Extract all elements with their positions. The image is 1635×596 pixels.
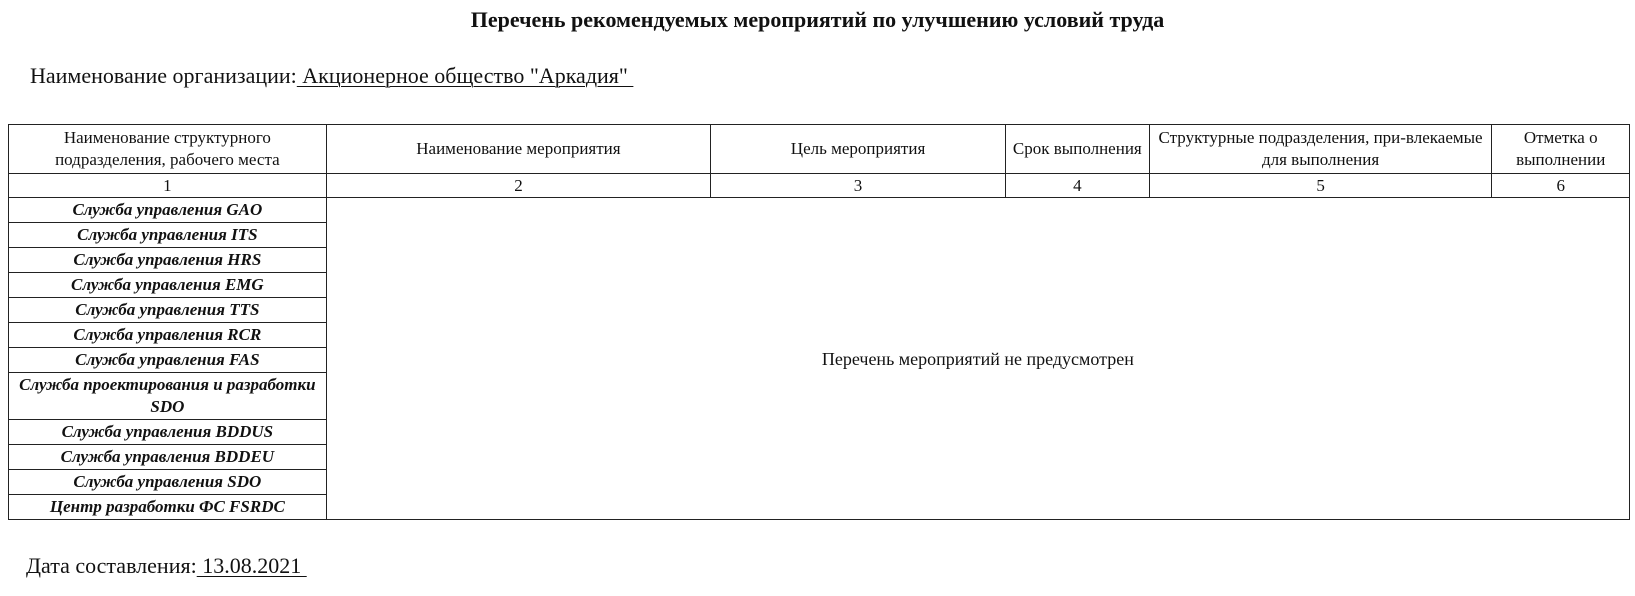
header-measure-name: Наименование мероприятия xyxy=(326,125,710,174)
unit-name: Служба управления ITS xyxy=(9,223,327,248)
column-number-row xyxy=(9,174,1630,198)
column-number: 3 xyxy=(711,174,1006,198)
unit-name: Служба управления EMG xyxy=(9,273,327,298)
unit-name: Служба управления RCR xyxy=(9,323,327,348)
unit-name: Служба управления BDDUS xyxy=(9,420,327,445)
organization-label: Наименование организации: xyxy=(30,63,297,88)
header-unit-name: Наименование структурного подразделения, рабочего места xyxy=(9,125,327,174)
unit-name: Служба управления FAS xyxy=(9,348,327,373)
column-number: 1 xyxy=(9,174,327,198)
unit-name: Служба управления BDDEU xyxy=(9,445,327,470)
unit-name: Служба управления TTS xyxy=(9,298,327,323)
no-measures-note: Перечень мероприятий не предусмотрен xyxy=(326,198,1629,520)
header-involved-units: Структурные подразделения, при-влекаемые для выполнения xyxy=(1149,125,1492,174)
table-row xyxy=(9,198,1630,223)
column-number: 6 xyxy=(1492,174,1630,198)
organization-name: Акционерное общество "Аркадия" xyxy=(296,63,634,88)
column-number: 2 xyxy=(326,174,710,198)
unit-name: Центр разработки ФС FSRDC xyxy=(9,495,327,520)
unit-name: Служба управления HRS xyxy=(9,248,327,273)
date-label: Дата составления: xyxy=(26,553,197,578)
compilation-date-line xyxy=(26,552,307,580)
measures-table xyxy=(8,124,1630,520)
unit-name: Служба проектирования и разработки SDO xyxy=(9,373,327,420)
organization-line xyxy=(30,62,633,90)
unit-name: Служба управления GAO xyxy=(9,198,327,223)
unit-name: Служба управления SDO xyxy=(9,470,327,495)
header-measure-goal: Цель мероприятия xyxy=(711,125,1006,174)
column-number: 5 xyxy=(1149,174,1492,198)
document-title: Перечень рекомендуемых мероприятий по улучшению условий труда xyxy=(470,7,1165,32)
header-deadline: Срок выполнения xyxy=(1005,125,1149,174)
compilation-date: 13.08.2021 xyxy=(196,553,307,578)
column-number: 4 xyxy=(1005,174,1149,198)
header-completion-mark: Отметка о выполнении xyxy=(1492,125,1630,174)
table-header-row xyxy=(9,125,1630,174)
